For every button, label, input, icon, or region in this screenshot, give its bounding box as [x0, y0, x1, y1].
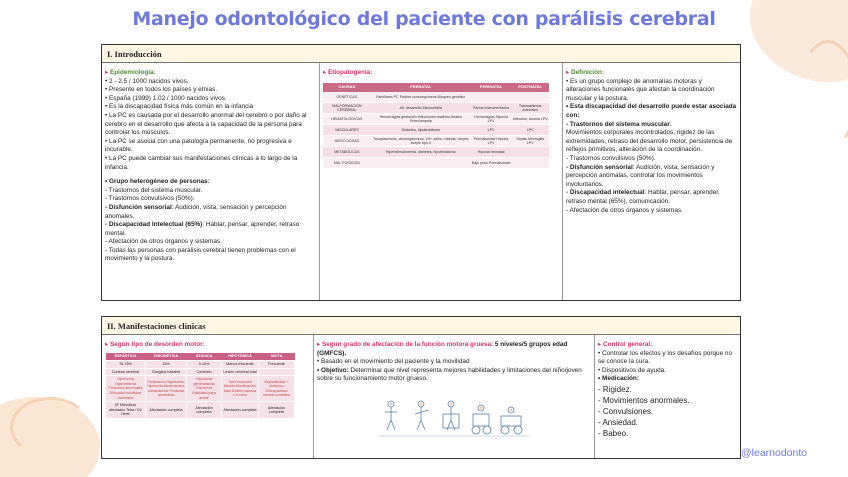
- medicacion-item: - Ansiedad.: [598, 417, 639, 427]
- table-cell: Fluctuación hipertonía-hipotonía Movimientos involuntarios Posturas anómalas: [145, 376, 186, 402]
- table-cell: 5-10%: [187, 361, 222, 369]
- table-cell: Lesión cerebral total: [221, 368, 258, 376]
- table-cell: [511, 147, 549, 158]
- table-cell: Partos Instrumentados: [471, 103, 512, 114]
- section-manifestaciones: [101, 316, 741, 459]
- desorden-header: ▸ Según tipo de desorden motor:: [105, 341, 205, 348]
- definicion-item: - Discapacidad intelectual: Hablar, pensar, aprender, retraso mental (65%), comunicación.: [566, 189, 720, 205]
- medicacion-list: [598, 384, 737, 439]
- table-cell: LPV: [511, 125, 549, 136]
- epidemiologia-item: • La PC se asocia con una patología permanente, no progresiva e incurable.: [105, 137, 292, 154]
- table-cell: Hemorragias Hipoxia LPV: [471, 114, 512, 125]
- table-cell: Bajo peso Prematuridad: [471, 158, 512, 169]
- desorden-row: [106, 376, 295, 402]
- group-item: - Afectación de otros órganos y sistemas.: [105, 238, 222, 246]
- medicacion-item: - Convulsiones.: [598, 406, 654, 416]
- table-cell: LPV: [471, 125, 512, 136]
- table-header-cell: HIPOTÓNICA: [221, 353, 258, 361]
- etiopatogenia-row: [323, 103, 549, 114]
- table-cell: Hemorragias gestación Infecciones materno-fetales Preeclampsia: [371, 114, 471, 125]
- table-header-cell: DISCINÉTICA: [145, 353, 186, 361]
- medicacion-item: - Movimientos anormales.: [598, 395, 690, 405]
- group-item: - Discapacidad Intelectual (65%): Hablar, pensar, aprender, retraso mental.: [105, 221, 300, 237]
- definicion-item: • Esta discapacidad del desarrollo puede estar asociada con:: [566, 103, 737, 119]
- table-cell: [259, 368, 295, 376]
- etiopatogenia-row: [323, 92, 549, 103]
- triangle-bullet-icon: ▸: [105, 69, 109, 76]
- table-cell: MAL POSICIÓN: [323, 158, 371, 169]
- table-header-cell: ATÁXICA: [187, 353, 222, 361]
- gmfcs-item: • Objetivo: Determinar que nivel representa mejores habilidades y limitaciones del niño/joven sobre su funcionamiento motor grueso.: [317, 366, 582, 383]
- table-cell: Hipertonía Hiperreflexia Flexiones anormales Dificultad movilidad voluntaria: [106, 376, 146, 402]
- control-list: [598, 350, 737, 376]
- table-header-cell: POSTNATAL: [511, 83, 549, 92]
- epidemiologia-item: • España (1999) 1.02 / 1000 nacidos vivos.: [105, 94, 227, 102]
- table-cell: VASCULARES: [323, 125, 371, 136]
- section-introduccion: [101, 44, 741, 301]
- table-cell: HEMATOLÓGICAS: [323, 114, 371, 125]
- table-cell: METABÓLICAS: [323, 147, 371, 158]
- group-item: - Trastornos convulsivos (50%).: [105, 195, 195, 203]
- table-cell: Hipotonía generalizada Dismetría Dificultad para andar: [187, 376, 222, 402]
- etiopatogenia-row: [323, 158, 549, 169]
- definicion-item: - Trastornos convulsivos (50%).: [566, 154, 656, 162]
- table-cell: INFECCIOSAS: [323, 136, 371, 147]
- definicion-item: • Es un grupo complejo de anomalías motoras y alteraciones funcionales que afectan la coordinación muscular y la postura.: [566, 77, 715, 102]
- group-item: - Trastornos del sistema muscular.: [105, 186, 203, 194]
- group-item: - Disfunción sensorial: Audición, vista, sensación y percepción anomales.: [105, 203, 287, 220]
- table-cell: Infección, Anoxia LPV: [511, 114, 549, 125]
- page-title: Manejo odontológico del paciente con parálisis cerebral: [132, 8, 716, 30]
- gmfcs-levels-illustration: [379, 392, 529, 442]
- table-header-cell: ESPÁSTICA: [106, 353, 146, 361]
- table-cell: 15%: [145, 361, 186, 369]
- medicacion-item: - Babeo.: [598, 428, 629, 438]
- desorden-row: [106, 361, 295, 369]
- group-header: • Grupo heterogéneo de personas:: [105, 178, 210, 186]
- definicion-item: - Disfunción sensorial: Audición, vista, sensación y percepción anómalas, controlar los movimientos involuntarios.: [566, 163, 715, 188]
- table-cell: Traumatismos craneales: [511, 103, 549, 114]
- table-cell: Afectación completa: [145, 402, 186, 419]
- desorden-row: [106, 402, 295, 419]
- table-header-cell: PERINATAL: [471, 83, 512, 92]
- control-header: ▸ Control general:: [598, 341, 653, 348]
- epidemiologia-header: ▸ Epidemiología:: [105, 69, 156, 76]
- table-cell: Hiperbilirrubinemia, diabetes, hipotiroidismo: [371, 147, 471, 158]
- gmfcs-item: • Basado en el movimiento del paciente y la movilidad: [317, 358, 470, 366]
- table-cell: Hipoxia neonatal: [471, 147, 512, 158]
- epidemiologia-item: • Es la discapacidad física más común en la infancia: [105, 103, 254, 111]
- gmfcs-header: ▸ Según grado de afectación de la función motora gruesa: 5 niveles/5 grupos edad (GMFCS).: [317, 341, 568, 357]
- definicion-list: [566, 78, 737, 216]
- medicacion-header: • Medicación:: [598, 375, 639, 383]
- table-header-cell: MIXTA: [259, 353, 295, 361]
- table-cell: [371, 158, 471, 169]
- table-cell: Afectación completa: [221, 402, 258, 419]
- epidemiologia-item: • Presente en todos los países y etnias.: [105, 86, 218, 94]
- table-cell: Familiares PC Padres consanguíneos Bloqueo genético: [371, 92, 471, 103]
- desorden-motor-table: [105, 353, 295, 419]
- table-cell: Tono muscular flácido Movilización total Sostén cabeza o tronco: [221, 376, 258, 402]
- epidemiologia-item: • La PC es causada por el desarrollo anormal del cerebro o por daño al cerebro en el desarrollo que afecta a la capacidad de la persona para controlar los músculos.: [105, 111, 307, 137]
- table-cell: Toxoplasmosis, citomegalovirus, VIH, sífilis, rubeola, herpes simple tipo II: [371, 136, 471, 147]
- epidemiologia-item: • La PC puede cambiar sus manifestaciones clínicas a lo largo de la infancia.: [105, 154, 298, 171]
- medicacion-item: - Rigidez.: [598, 384, 632, 394]
- control-item: • Dispositivos de ayuda.: [598, 366, 666, 374]
- table-cell: Ganglios basales: [145, 368, 186, 376]
- section-heading: I. Introducción: [102, 45, 740, 63]
- definicion-item: Movimientos corporales incontrolados, rigidez de las extremidades, retraso del desarrollo motor, persistencia de reflejos primitivos, alteración de la coordinación.: [566, 129, 733, 154]
- column-desorden-motor: [102, 335, 314, 458]
- table-cell: Diabetes, hipotiroidismo: [371, 125, 471, 136]
- definicion-item: - Afectación de otros órganos y sistemas.: [566, 206, 683, 214]
- column-definicion: [563, 63, 740, 300]
- definicion-item: - Trastornos del sistema muscular:: [566, 120, 672, 128]
- table-cell: 70-75%: [106, 361, 146, 369]
- table-cell: Sepsis Meningitis LPV: [511, 136, 549, 147]
- table-cell: [511, 158, 549, 169]
- control-item: • Controlar los efectos y los desafíos porque no se conoce la cura.: [598, 349, 733, 366]
- definicion-header: ▸ Definición:: [566, 69, 605, 76]
- table-header-cell: PRENATAL: [371, 83, 471, 92]
- gmfcs-list: [317, 358, 591, 384]
- epidemiologia-item: • 2 - 2.5 / 1000 nacidos vivos.: [105, 77, 189, 85]
- etiopatogenia-table: [323, 83, 549, 170]
- desorden-row: [106, 368, 295, 376]
- group-item: - Todas las personas con parálisis cerebral tienen problemas con el movimiento y la postura.: [105, 246, 296, 263]
- table-cell: Cerebelo: [187, 368, 222, 376]
- table-cell: Espasticidad + distónico Discapacidad mental o cefalea: [259, 376, 295, 402]
- table-cell: [471, 92, 512, 103]
- triangle-bullet-icon: ▸: [566, 69, 570, 76]
- etiopatogenia-row: [323, 114, 549, 125]
- decor-arc-top-right: [798, 40, 848, 150]
- table-cell: [511, 92, 549, 103]
- epidemiologia-list: [105, 78, 316, 173]
- author-handle: @learnodonto: [741, 447, 808, 459]
- table-cell: Alt. desarrollo Microcefalia: [371, 103, 471, 114]
- table-cell: Afectación completa: [259, 402, 295, 419]
- table-header-cell: CAUSAS: [323, 83, 371, 92]
- decor-arc-bottom-left: [10, 397, 90, 457]
- table-cell: Prematuridad Hipoxia LPV: [471, 136, 512, 147]
- column-control-general: [595, 335, 740, 458]
- column-gmfcs: [314, 335, 595, 458]
- column-etiopatogenia: [320, 63, 563, 300]
- table-cell: GENÉTICAS: [323, 92, 371, 103]
- table-cell: Menos frecuente: [221, 361, 258, 369]
- group-list: [105, 187, 316, 264]
- etiopatogenia-row: [323, 136, 549, 147]
- table-cell: MALFORMACIÓN CEREBRAL: [323, 103, 371, 114]
- etiopatogenia-header: ▸ Etiopatogenia:: [323, 69, 373, 76]
- table-cell: Nº Miembros afectados Tetra / Di/ Hemi: [106, 402, 146, 419]
- table-cell: Afectación completa: [187, 402, 222, 419]
- etiopatogenia-row: [323, 147, 549, 158]
- column-epidemiologia: [102, 63, 320, 300]
- table-cell: Frecuente: [259, 361, 295, 369]
- section-heading: II. Manifestaciones clínicas: [102, 317, 740, 335]
- table-cell: Corteza cerebral: [106, 368, 146, 376]
- etiopatogenia-row: [323, 125, 549, 136]
